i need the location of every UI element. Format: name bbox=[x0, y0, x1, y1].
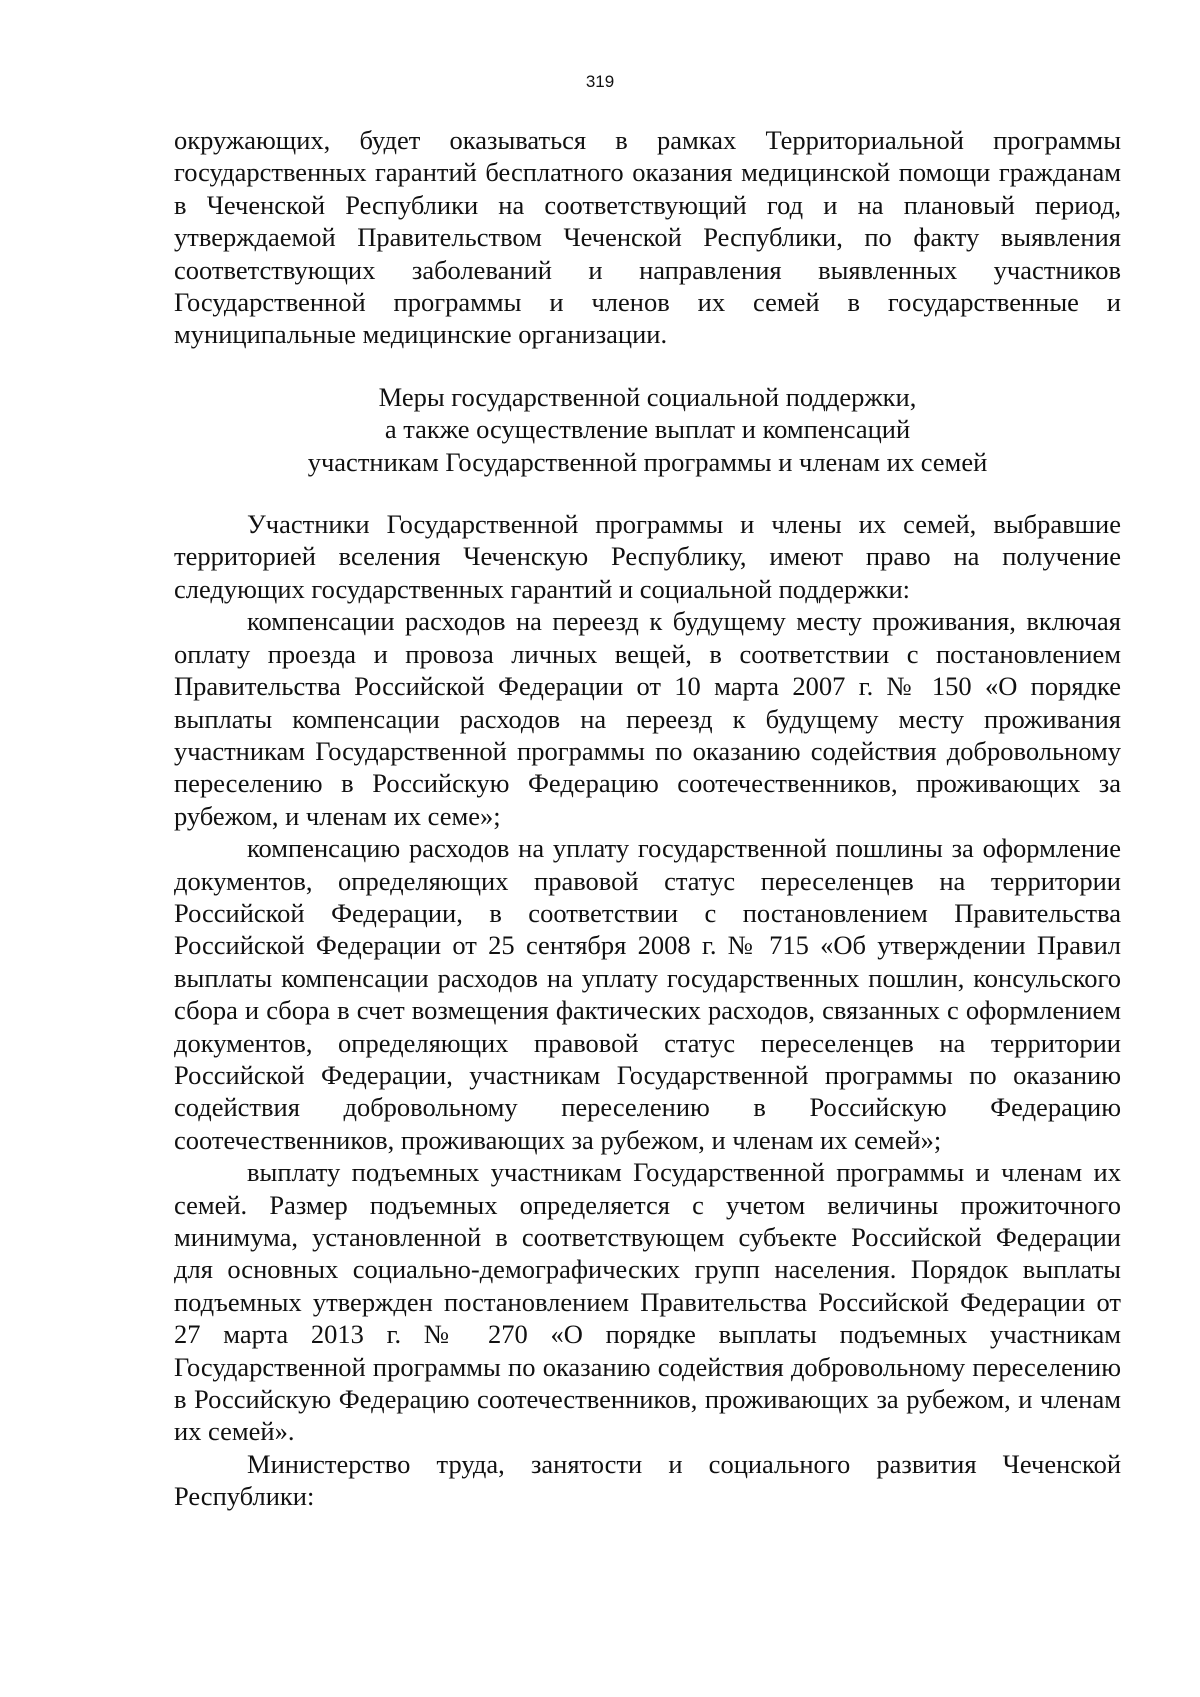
paragraph-relocation-compensation: компенсации расходов на переезд к будущему месту проживания, включая оплату проезда и провоза личных вещей, в соответствии с постановлением Правительства Российской Федерации от 10 марта 2007 г. № 150 «О порядке выплаты компенсации расходов на переезд к будущему месту проживания участникам Государственной программы по оказанию содействия добровольному переселению в Российскую Федерацию соотечественников, проживающих за рубежом, и членам их семе»; bbox=[174, 606, 1121, 831]
paragraph-lifting-allowance: выплату подъемных участникам Государственной программы и членам их семей. Размер подъемных определяется с учетом величины прожиточного минимума, установленной в соответствующем субъекте Российской Федерации для основных социально-демографических групп населения. Порядок выплаты подъемных утвержден постановлением Правительства Российской Федерации от 27 марта 2013 г. № 270 «О порядке выплаты подъемных участникам Государственной программы по оказанию содействия добровольному переселению в Российскую Федерацию соотечественников, проживающих за рубежом, и членам их семей». bbox=[174, 1157, 1121, 1447]
section-heading bbox=[174, 381, 1121, 478]
paragraph-state-duty-compensation: компенсацию расходов на уплату государственной пошлины за оформление документов, определяющих правовой статус переселенцев на территории Российской Федерации, в соответствии с постановлением Правительства Российской Федерации от 25 сентября 2008 г. № 715 «Об утверждении Правил выплаты компенсации расходов на уплату государственных пошлин, консульского сбора и сбора в счет возмещения фактических расходов, связанных с оформлением документов, определяющих правовой статус переселенцев на территории Российской Федерации, участникам Государственной программы по оказанию содействия добровольному переселению в Российскую Федерацию соотечественников, проживающих за рубежом, и членам их семей»; bbox=[174, 833, 1121, 1155]
paragraph-continuation: окружающих, будет оказываться в рамках Территориальной программы государственных гарантий бесплатного оказания медицинской помощи гражданам в Чеченской Республики на соответствующий год и на плановый период, утверждаемой Правительством Чеченской Республики, по факту выявления соответствующих заболеваний и направления выявленных участников Государственной программы и членов их семей в государственные и муниципальные медицинские организации. bbox=[174, 125, 1121, 350]
document-body bbox=[174, 124, 1121, 1513]
section-heading-line-1: Меры государственной социальной поддержки, bbox=[378, 381, 917, 412]
page-number: 319 bbox=[585, 72, 615, 91]
paragraph-ministry: Министерство труда, занятости и социального развития Чеченской Республики: bbox=[174, 1448, 1121, 1512]
paragraph-participants-rights: Участники Государственной программы и члены их семей, выбравшие территорией вселения Чеченскую Республику, имеют право на получение следующих государственных гарантий и социальной поддержки: bbox=[174, 509, 1121, 604]
section-heading-line-3: участникам Государственной программы и членам их семей bbox=[307, 446, 988, 477]
section-heading-line-2: а также осуществление выплат и компенсаций bbox=[384, 414, 911, 445]
